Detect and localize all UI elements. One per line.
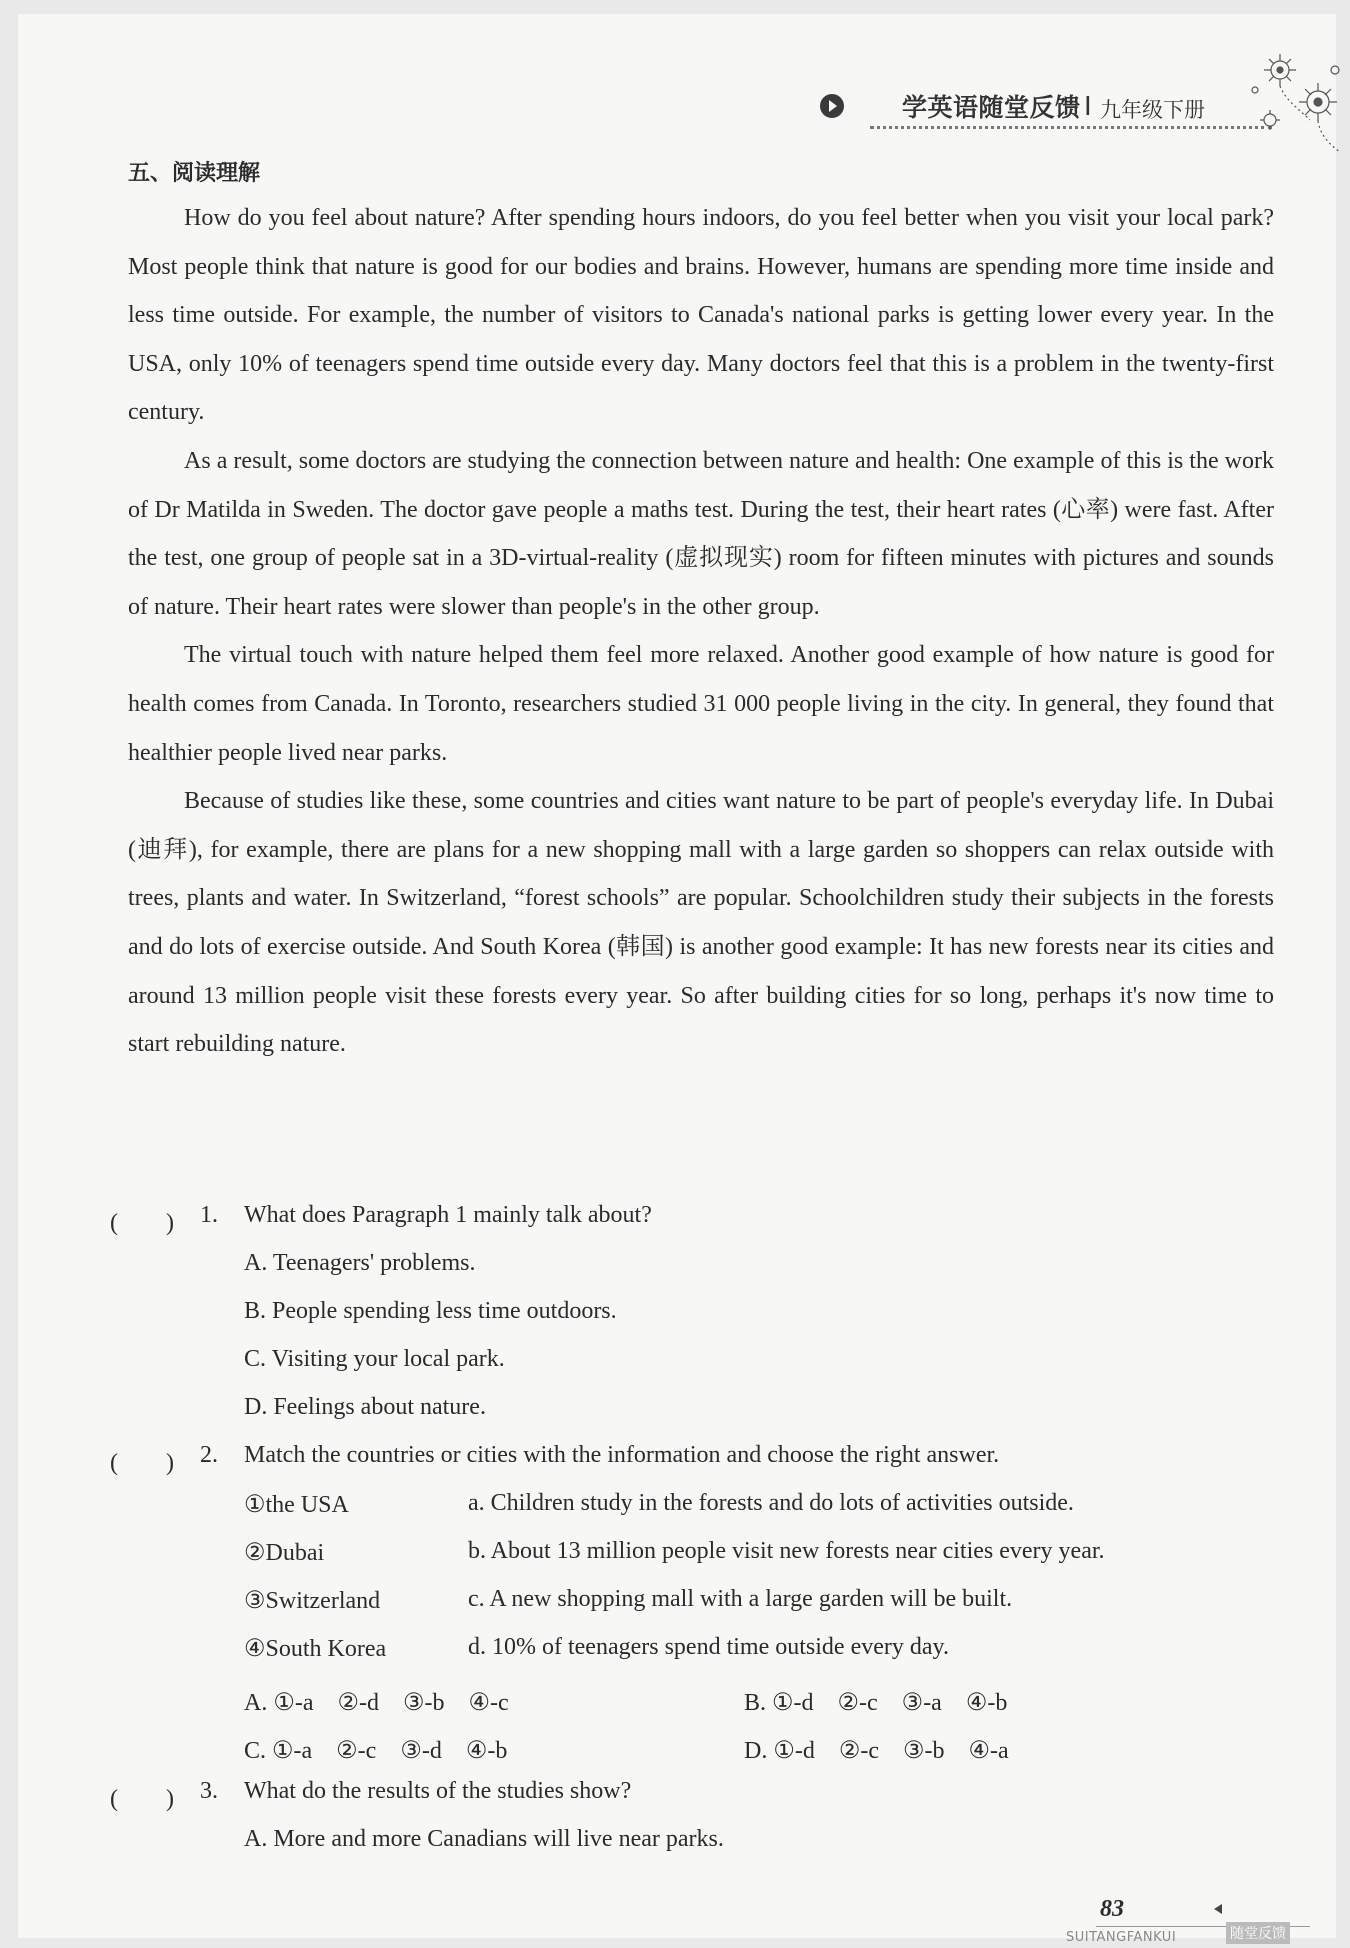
question-1-text: What does Paragraph 1 mainly talk about? <box>244 1202 652 1228</box>
passage-paragraph-2: As a result, some doctors are studying the connection between nature and health: One example of this is the work of Dr Matilda in Sweden. The doctor gave people a maths test. During the test, their heart rates (心率) were fast. After the test, one group of people sat in a 3D-virtual-reality (虚拟现实) room for fifteen minutes with pictures and sounds of nature. Their heart rates were slower than people's in the other group. <box>128 447 1274 620</box>
textbook-page <box>18 14 1336 1945</box>
question-1-option-b[interactable]: B. People spending less time outdoors. <box>244 1298 617 1324</box>
match-right-d: d. 10% of teenagers spend time outside every day. <box>468 1634 949 1660</box>
reading-passage <box>128 194 1274 1069</box>
question-3-text: What do the results of the studies show? <box>244 1778 632 1804</box>
question-2-option-c[interactable]: C. ①-a ②-c ③-d ④-b <box>244 1738 508 1764</box>
title-separator: I <box>1084 92 1092 122</box>
answer-blank-1[interactable]: ( ) <box>110 1210 174 1236</box>
answer-blank-2[interactable]: ( ) <box>110 1450 174 1476</box>
match-left-3: ③Switzerland <box>244 1588 381 1614</box>
question-1-number: 1. <box>200 1202 218 1228</box>
footer-brand: SUITANGFANKUI <box>1066 1930 1177 1945</box>
page-number: 83 <box>1100 1896 1124 1922</box>
question-2-option-b[interactable]: B. ①-d ②-c ③-a ④-b <box>744 1690 1008 1716</box>
flower-decoration-icon <box>1240 40 1350 160</box>
question-1-option-c[interactable]: C. Visiting your local park. <box>244 1346 505 1372</box>
match-right-b: b. About 13 million people visit new forests near cities every year. <box>468 1538 1105 1564</box>
question-2-option-d[interactable]: D. ①-d ②-c ③-b ④-a <box>744 1738 1009 1764</box>
match-right-c: c. A new shopping mall with a large garden will be built. <box>468 1586 1013 1612</box>
question-2-text: Match the countries or cities with the information and choose the right answer. <box>244 1442 1000 1468</box>
match-right-a: a. Children study in the forests and do lots of activities outside. <box>468 1490 1074 1516</box>
match-left-2: ②Dubai <box>244 1540 325 1566</box>
left-arrow-icon <box>1214 1904 1222 1914</box>
match-left-4: ④South Korea <box>244 1636 387 1662</box>
question-3-number: 3. <box>200 1778 218 1804</box>
match-left-1: ①the USA <box>244 1492 349 1518</box>
play-bullet-icon <box>820 94 844 118</box>
header-dotted-line <box>870 126 1272 129</box>
question-3-option-a[interactable]: A. More and more Canadians will live near parks. <box>244 1826 724 1852</box>
question-2-option-a[interactable]: A. ①-a ②-d ③-b ④-c <box>244 1690 509 1716</box>
footer-tag: 随堂反馈 <box>1226 1922 1290 1944</box>
grade-label: 九年级下册 <box>1100 98 1205 122</box>
question-1-option-a[interactable]: A. Teenagers' problems. <box>244 1250 476 1276</box>
section-title: 五、阅读理解 <box>128 161 261 186</box>
passage-paragraph-3: The virtual touch with nature helped them feel more relaxed. Another good example of how nature is good for health comes from Canada. In Toronto, researchers studied 31 000 people living in the city. In general, they found that healthier people lived near parks. <box>128 642 1274 766</box>
answer-blank-3[interactable]: ( ) <box>110 1786 174 1812</box>
question-2-number: 2. <box>200 1442 218 1468</box>
book-title: 学英语随堂反馈 <box>902 93 1081 122</box>
passage-paragraph-4: Because of studies like these, some countries and cities want nature to be part of people's everyday life. In Dubai (迪拜), for example, there are plans for a new shopping mall with a large garden so shoppers can relax outside with trees, plants and water. In Switzerland, “forest schools” are popular. Schoolchildren study their subjects in the forests and do lots of exercise outside. And South Korea (韩国) is another good example: It has new forests near its cities and around 13 million people visit these forests every year. So after building cities for so long, perhaps it's now time to start rebuilding nature. <box>128 788 1274 1058</box>
passage-paragraph-1: How do you feel about nature? After spending hours indoors, do you feel better when you visit your local park? Most people think that nature is good for our bodies and brains. However, humans are spending more time inside and less time outside. For example, the number of visitors to Canada's national parks is getting lower every year. In the USA, only 10% of teenagers spend time outside every day. Many doctors feel that this is a problem in the twenty-first century. <box>128 205 1274 426</box>
question-1-option-d[interactable]: D. Feelings about nature. <box>244 1394 486 1420</box>
